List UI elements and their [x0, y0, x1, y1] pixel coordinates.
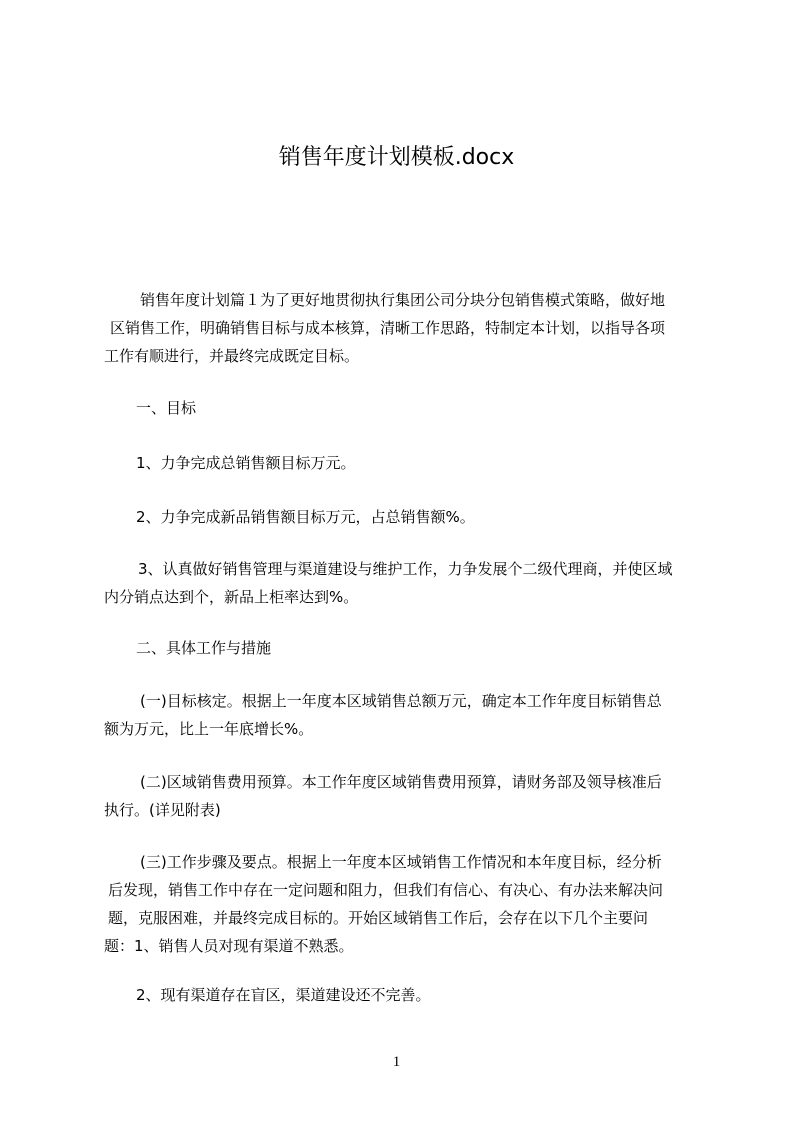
goal-item-2	[104, 503, 704, 531]
heading-text: 二、具体工作与措施	[136, 639, 272, 657]
paragraph-intro	[104, 286, 704, 370]
measure-budget	[104, 768, 704, 824]
paragraph-line: 题，克服困难，并最终完成目标的。开始区域销售工作后，会存在以下几个主要问	[108, 909, 649, 927]
paragraph-line: 销售年度计划篇１为了更好地贯彻执行集团公司分块分包销售模式策略，做好地	[140, 291, 666, 309]
paragraph-line: 2、力争完成新品销售额目标万元，占总销售额%。	[136, 508, 475, 526]
section-heading-goals	[104, 394, 704, 422]
paragraph-line: (二)区域销售费用预算。本工作年度区域销售费用预算，请财务部及领导核准后	[140, 773, 662, 791]
measure-steps	[104, 848, 704, 960]
paragraph-line: 3、认真做好销售管理与渠道建设与维护工作，力争发展个二级代理商，并使区域	[138, 560, 673, 578]
section-heading-measures	[104, 634, 704, 662]
paragraph-line: (一)目标核定。根据上一年度本区域销售总额万元，确定本工作年度目标销售总	[140, 692, 662, 710]
problem-item-2	[104, 981, 704, 1009]
heading-text: 一、目标	[136, 399, 197, 417]
page-number: 1	[392, 1054, 401, 1070]
paragraph-line: 执行。(详见附表)	[104, 801, 221, 819]
paragraph-line: 2、现有渠道存在盲区，渠道建设还不完善。	[136, 986, 431, 1004]
document-title: 销售年度计划模板.docx	[278, 145, 515, 170]
paragraph-line: (三)工作步骤及要点。根据上一年度本区域销售工作情况和本年度目标，经分析	[140, 853, 662, 871]
goal-item-1	[104, 449, 704, 477]
paragraph-line: 后发现，销售工作中存在一定问题和阻力，但我们有信心、有决心、有办法来解决问	[108, 881, 664, 899]
goal-item-3	[104, 555, 704, 611]
paragraph-line: 内分销点达到个，新品上柜率达到%。	[104, 588, 359, 606]
paragraph-line: 题：1、销售人员对现有渠道不熟悉。	[104, 937, 354, 955]
paragraph-line: 区销售工作，明确销售目标与成本核算，清晰工作思路，特制定本计划，以指导各项	[110, 319, 666, 337]
paragraph-line: 1、力争完成总销售额目标万元。	[136, 454, 356, 472]
measure-target	[104, 687, 704, 743]
paragraph-line: 额为万元，比上一年底增长%。	[104, 720, 314, 738]
paragraph-line: 工作有顺进行，并最终完成既定目标。	[104, 347, 360, 365]
